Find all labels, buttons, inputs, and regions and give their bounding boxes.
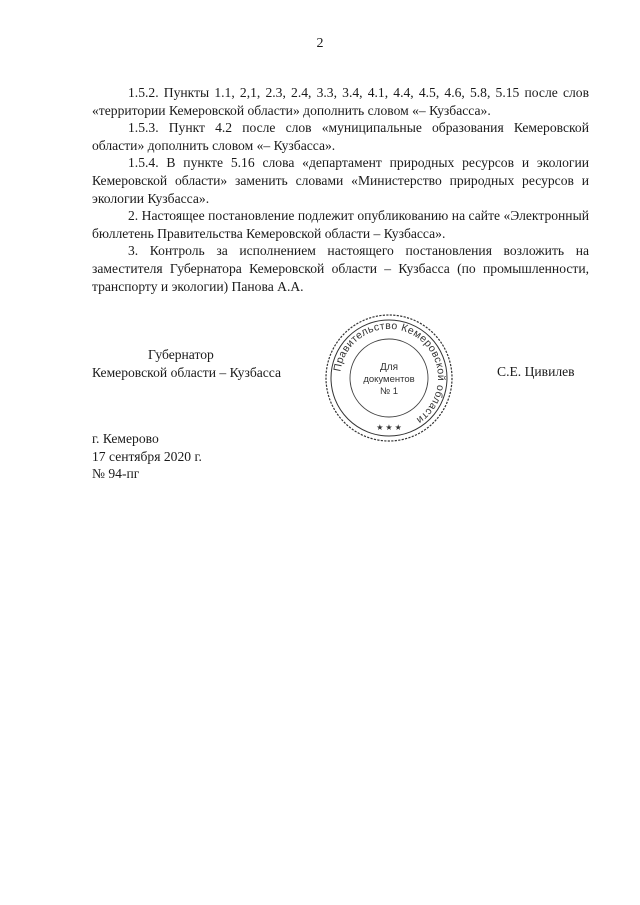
page-number: 2 xyxy=(316,36,324,51)
official-seal xyxy=(323,312,455,444)
seal-center-line-1: Для xyxy=(379,362,399,373)
seal-ring-text: Правительство Кемеровской области xyxy=(331,319,448,427)
document-number: № 94-пг xyxy=(92,466,140,482)
signatory-title-line-1: Губернатор xyxy=(148,347,214,362)
paragraph-1-5-3: 1.5.3. Пункт 4.2 после слов «муниципальные образования Кемеровской области» дополнить словом «– Кузбасса». xyxy=(92,120,589,153)
signatory-title xyxy=(92,346,281,382)
seal-center-line-3: № 1 xyxy=(379,386,399,397)
signatory-title-line-2: Кемеровской области – Кузбасса xyxy=(92,365,282,380)
paragraph-3: 3. Контроль за исполнением настоящего постановления возложить на заместителя Губернатора Кемеровской области – Кузбасса (по промышленности, транспорту и экологии) Панова А.А. xyxy=(92,243,589,294)
issue-date: 17 сентября 2020 г. xyxy=(92,448,202,464)
signatory-name: С.Е. Цивилев xyxy=(497,364,575,379)
document-body xyxy=(92,84,589,295)
paragraph-2: 2. Настоящее постановление подлежит опубликованию на сайте «Электронный бюллетень Правительства Кемеровской области – Кузбасса». xyxy=(92,208,589,241)
document-footer xyxy=(92,430,202,483)
seal-center-line-2: документов xyxy=(363,374,415,385)
paragraph-1-5-4: 1.5.4. В пункте 5.16 слова «департамент природных ресурсов и экологии Кемеровской области» заменить словами «Министерство природных ресурсов и экологии Кузбасса». xyxy=(92,155,589,206)
seal-star-icon: ★ ★ ★ xyxy=(376,423,402,432)
issue-city: г. Кемерово xyxy=(92,431,159,446)
paragraph-1-5-2: 1.5.2. Пункты 1.1, 2,1, 2.3, 2.4, 3.3, 3.4, 4.1, 4.4, 4.5, 4.6, 5.8, 5.15 после слов «территории Кемеровской области» дополнить словом «– Кузбасса». xyxy=(92,85,589,118)
